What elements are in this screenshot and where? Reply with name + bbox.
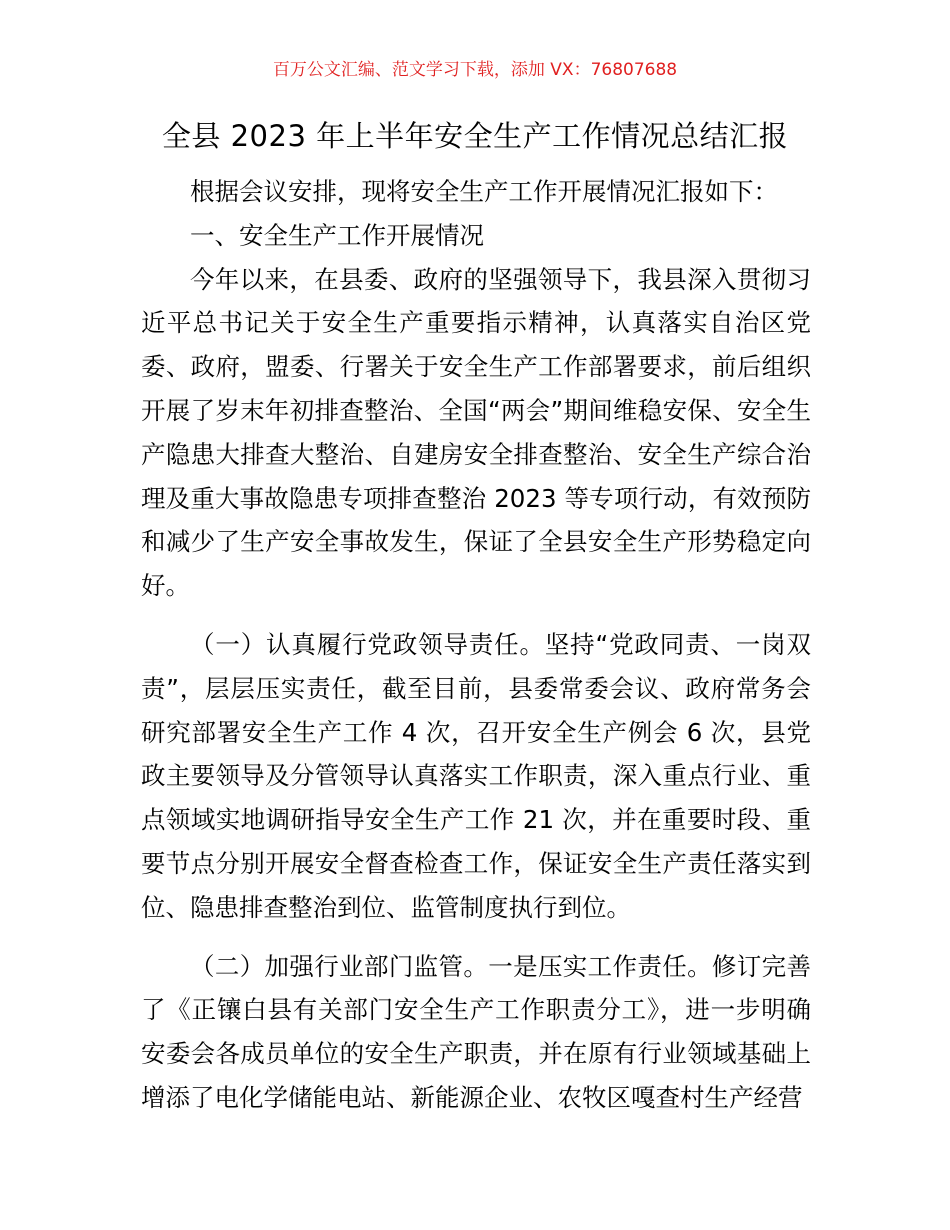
watermark-banner: 百万公文汇编、范文学习下载，添加 VX：76807688 — [272, 60, 678, 80]
document-body — [141, 170, 811, 1120]
body-paragraph: （二）加强行业部门监管。一是压实工作责任。修订完善了《正镶白县有关部门安全生产工作职责分工》，进一步明确安委会各成员单位的安全生产职责，并在原有行业领域基础上增添了电化学储能电站、新能源企业、农牧区嘎查村生产经营 — [141, 951, 811, 1112]
section-heading: 一、安全生产工作开展情况 — [190, 220, 484, 250]
intro-paragraph: 根据会议安排，现将安全生产工作开展情况汇报如下： — [190, 177, 778, 206]
body-paragraph: （一）认真履行党政领导责任。坚持“党政同责、一岗双责”，层层压实责任，截至目前，县委常委会议、政府常务会研究部署安全生产工作 4 次，召开安全生产例会 6 次，县党政主要领导及分管领导认真落实工作职责，深入重点行业、重点领域实地调研指导安全生产工作 21 次，并在重要时段、重要节点分别开展安全督查检查工作，保证安全生产责任落实到位、隐患排查整治到位、监管制度执行到位。 — [141, 629, 811, 922]
body-paragraph: 今年以来，在县委、政府的坚强领导下，我县深入贯彻习近平总书记关于安全生产重要指示精神，认真落实自治区党委、政府，盟委、行署关于安全生产工作部署要求，前后组织开展了岁末年初排查整治、全国“两会”期间维稳安保、安全生产隐患大排查大整治、自建房安全排查整治、安全生产综合治理及重大事故隐患专项排查整治 2023 等专项行动，有效预防和减少了生产安全事故发生，保证了全县安全生产形势稳定向好。 — [141, 264, 811, 601]
document-title: 全县 2023 年上半年安全生产工作情况总结汇报 — [161, 119, 789, 153]
